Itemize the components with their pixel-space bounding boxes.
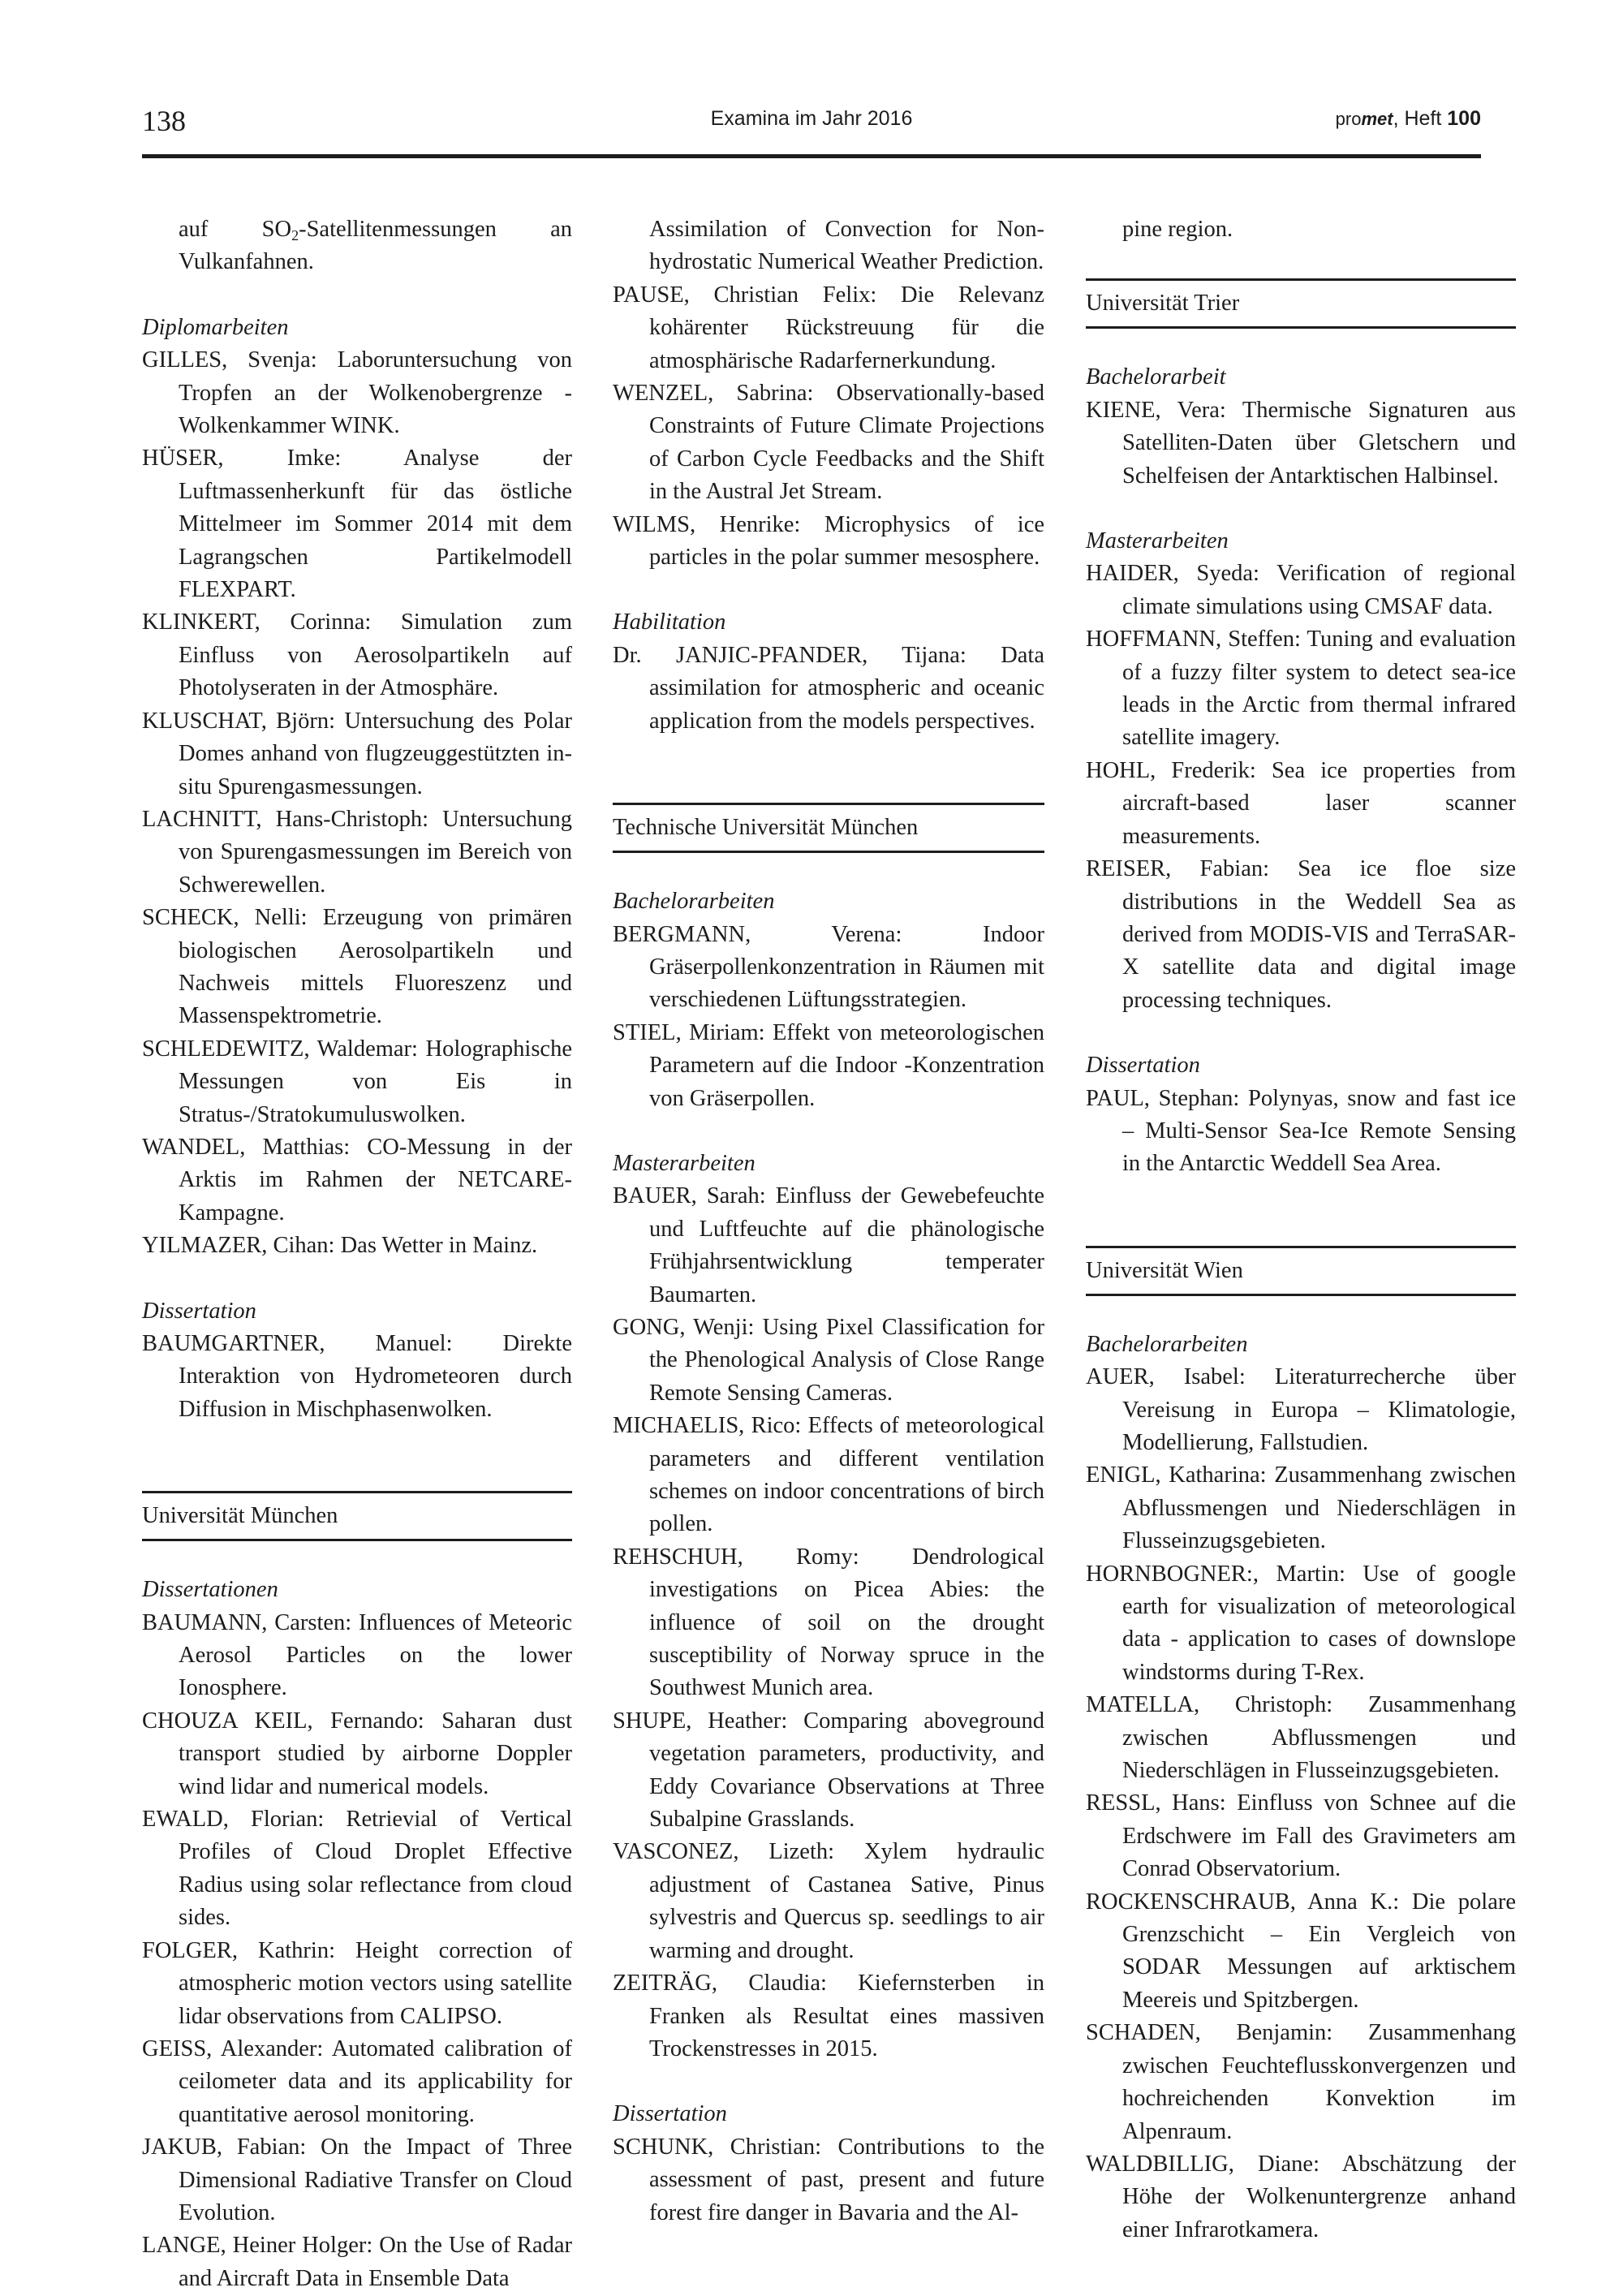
thesis-entry: FOLGER, Kathrin: Height correction of atmospheric motion vectors using satellite lidar observations from CALIPSO. [142, 1937, 572, 2029]
thesis-entry: HORNBOGNER:, Martin: Use of google earth for visualization of meteorological data - application to cases of downslope windstorms during T-Rex. [1086, 1561, 1516, 1685]
continued-entry [142, 213, 572, 279]
category-dissertation: Dissertation [613, 2101, 727, 2127]
thesis-entry: ROCKENSCHRAUB, Anna K.: Die polare Grenzschicht – Ein Vergleich von SODAR Messungen auf arktischem Meereis und Spitzbergen. [1086, 1889, 1516, 2013]
journal-name-met: met [1361, 109, 1393, 129]
thesis-entry: KLINKERT, Corinna: Simulation zum Einfluss von Aerosolpartikeln auf Photolyseraten in der Atmosphäre. [142, 610, 572, 701]
thesis-entry: Dr. JANJIC-PFANDER, Tijana: Data assimilation for atmospheric and oceanic application from the models perspectives. [613, 642, 1044, 734]
thesis-entry: PAUSE, Christian Felix: Die Relevanz kohärenter Rückstreuung für die atmosphärische Radarfernerkundung. [613, 282, 1044, 373]
institution-heading: Technische Universität München [613, 803, 1044, 853]
category-bachelorarbeiten: Bachelorarbeiten [1086, 1331, 1248, 1357]
category-dissertation: Dissertation [142, 1298, 256, 1324]
thesis-entry: HÜSER, Imke: Analyse der Luftmassenherkunft für das östliche Mittelmeer im Sommer 2014 mit dem Lagrangschen Partikelmodell FLEXPART. [142, 446, 572, 603]
page-number: 138 [142, 105, 186, 137]
thesis-entry: MICHAELIS, Rico: Effects of meteorological parameters and different ventilation schemes on indoor concentrations of birch pollen. [613, 1413, 1044, 1537]
thesis-entry: SCHLEDEWITZ, Waldemar: Holographische Messungen von Eis in Stratus-/Stratokumuluswolken. [142, 1036, 572, 1127]
thesis-entry: AUER, Isabel: Literaturrecherche über Vereisung in Europa – Klimatologie, Modellierung, Fallstudien. [1086, 1364, 1516, 1455]
continued-entry: Assimilation of Convection for Non-hydrostatic Numerical Weather Prediction. [649, 217, 1044, 275]
thesis-entry: BERGMANN, Verena: Indoor Gräserpollenkonzentration in Räumen mit verschiedenen Lüftungsstrategien. [613, 921, 1044, 1013]
thesis-entry: WILMS, Henrike: Microphysics of ice particles in the polar summer mesosphere. [613, 511, 1044, 571]
thesis-entry: YILMAZER, Cihan: Das Wetter in Mainz. [142, 1233, 538, 1259]
running-title: Examina im Jahr 2016 [710, 107, 913, 130]
institution-heading: Universität Wien [1086, 1246, 1516, 1296]
heft-label: Heft [1398, 107, 1448, 130]
category-diplomarbeiten: Diplomarbeiten [142, 314, 289, 340]
continued-entry: pine region. [1122, 217, 1233, 242]
thesis-entry: RESSL, Hans: Einfluss von Schnee auf die Erdschwere im Fall des Gravimeters am Conrad Observatorium. [1086, 1790, 1516, 1882]
thesis-entry: REISER, Fabian: Sea ice floe size distributions in the Weddell Sea as derived from MODIS-VIS and TerraSAR-X satellite data and digital image processing techniques. [1086, 856, 1516, 1013]
thesis-entry: SHUPE, Heather: Comparing aboveground vegetation parameters, productivity, and Eddy Covariance Observations at Three Subalpine Grasslands. [613, 1708, 1044, 1833]
page-header [142, 104, 1481, 136]
thesis-entry: HAIDER, Syeda: Verification of regional climate simulations using CMSAF data. [1086, 561, 1516, 619]
institution-heading: Universität Trier [1086, 278, 1516, 329]
institution-heading: Universität München [142, 1491, 572, 1541]
continued-post: -Satellitenmessungen an Vulkanfahnen. [179, 217, 573, 275]
category-masterarbeiten: Masterarbeiten [613, 1150, 756, 1176]
category-habilitation: Habilitation [613, 610, 726, 635]
thesis-entry: SCHUNK, Christian: Contributions to the assessment of past, present and future forest fire danger in Bavaria and the Al- [613, 2134, 1044, 2225]
subscript-2: 2 [291, 227, 299, 243]
thesis-entry: BAUMGARTNER, Manuel: Direkte Interaktion von Hydrometeoren durch Diffusion in Mischphasenwolken. [142, 1331, 572, 1422]
thesis-entry: EWALD, Florian: Retrievial of Vertical Profiles of Cloud Droplet Effective Radius using solar reflectance from cloud sides. [142, 1807, 572, 1931]
category-dissertationen: Dissertationen [142, 1577, 278, 1603]
thesis-entry: WENZEL, Sabrina: Observationally-based Constraints of Future Climate Projections of Carbon Cycle Feedbacks and the Shift in the Austral Jet Stream. [613, 381, 1044, 505]
journal-comma: , [1393, 107, 1399, 130]
thesis-entry: LANGE, Heiner Holger: On the Use of Radar and Aircraft Data in Ensemble Data [142, 2233, 572, 2291]
thesis-entry: SCHADEN, Benjamin: Zusammenhang zwischen Feuchteflusskonvergenzen und hochreichenden Konvektion im Alpenraum. [1086, 2020, 1516, 2144]
thesis-entry: VASCONEZ, Lizeth: Xylem hydraulic adjustment of Castanea Sative, Pinus sylvestris and Quercus sp. seedlings to air warming and drought. [613, 1839, 1044, 1963]
thesis-entry: JAKUB, Fabian: On the Impact of Three Dimensional Radiative Transfer on Cloud Evolution. [142, 2134, 572, 2225]
thesis-entry: STIEL, Miriam: Effekt von meteorologischen Parametern auf die Indoor -Konzentration von Gräserpollen. [613, 1019, 1044, 1111]
column-left [142, 213, 572, 2295]
thesis-entry: CHOUZA KEIL, Fernando: Saharan dust transport studied by airborne Doppler wind lidar and numerical models. [142, 1708, 572, 1799]
thesis-entry: KIENE, Vera: Thermische Signaturen aus Satelliten-Daten über Gletschern und Schelfeisen der Antarktischen Halbinsel. [1086, 397, 1516, 489]
category-bachelorarbeit: Bachelorarbeit [1086, 364, 1226, 390]
header-rule [142, 154, 1481, 158]
thesis-entry: KLUSCHAT, Björn: Untersuchung des Polar Domes anhand von flugzeuggestützten in-situ Spurengasmessungen. [142, 708, 572, 799]
category-dissertation: Dissertation [1086, 1053, 1200, 1079]
thesis-entry: REHSCHUH, Romy: Dendrological investigations on Picea Abies: the influence of soil on the drought susceptibility of Norway spruce in the Southwest Munich area. [613, 1544, 1044, 1701]
thesis-entry: LACHNITT, Hans-Christoph: Untersuchung von Spurengasmessungen im Bereich von Schwerewellen. [142, 806, 572, 898]
column-middle [613, 213, 1044, 2229]
thesis-entry: GEISS, Alexander: Automated calibration of ceilometer data and its applicability for quantitative aerosol monitoring. [142, 2035, 572, 2127]
thesis-entry: SCHECK, Nelli: Erzeugung von primären biologischen Aerosolpartikeln und Nachweis mittels Fluoreszenz und Massenspektrometrie. [142, 905, 572, 1029]
thesis-entry: BAUER, Sarah: Einfluss der Gewebefeuchte und Luftfeuchte auf die phänologische Frühjahrsentwicklung temperater Baumarten. [613, 1183, 1044, 1307]
thesis-entry: ZEITRÄG, Claudia: Kiefernsterben in Franken als Resultat eines massiven Trockenstresses in 2015. [613, 1971, 1044, 2061]
thesis-entry: GILLES, Svenja: Laboruntersuchung von Tropfen an der Wolkenobergrenze - Wolkenkammer WINK. [142, 347, 572, 439]
thesis-entry: HOHL, Frederik: Sea ice properties from aircraft-based laser scanner measurements. [1086, 757, 1516, 849]
thesis-entry: PAUL, Stephan: Polynyas, snow and fast ice – Multi-Sensor Sea-Ice Remote Sensing in the Antarctic Weddell Sea Area. [1086, 1085, 1516, 1177]
thesis-entry: HOFFMANN, Steffen: Tuning and evaluation of a fuzzy filter system to detect sea-ice leads in the Arctic from thermal infrared satellite imagery. [1086, 627, 1516, 751]
thesis-entry: BAUMANN, Carsten: Influences of Meteoric Aerosol Particles on the lower Ionosphere. [142, 1609, 572, 1701]
journal-name-pro: pro [1335, 109, 1362, 129]
thesis-entry: ENIGL, Katharina: Zusammenhang zwischen Abflussmengen und Niederschlägen in Flusseinzugsgebieten. [1086, 1462, 1516, 1554]
continued-pre: auf SO [179, 217, 292, 242]
thesis-entry: GONG, Wenji: Using Pixel Classification for the Phenological Analysis of Close Range Remote Sensing Cameras. [613, 1314, 1044, 1406]
column-right [1086, 213, 1516, 2246]
thesis-entry: MATELLA, Christoph: Zusammenhang zwischen Abflussmengen und Niederschlägen in Flusseinzugsgebieten. [1086, 1692, 1516, 1784]
category-masterarbeiten: Masterarbeiten [1086, 528, 1229, 554]
thesis-entry: WALDBILLIG, Diane: Abschätzung der Höhe der Wolkenuntergrenze anhand einer Infrarotkamera. [1086, 2151, 1516, 2242]
issue-number: 100 [1447, 107, 1481, 130]
thesis-entry: WANDEL, Matthias: CO-Messung in der Arktis im Rahmen der NETCARE-Kampagne. [142, 1134, 572, 1226]
journal-info [1336, 107, 1481, 131]
category-bachelorarbeiten: Bachelorarbeiten [613, 889, 775, 915]
